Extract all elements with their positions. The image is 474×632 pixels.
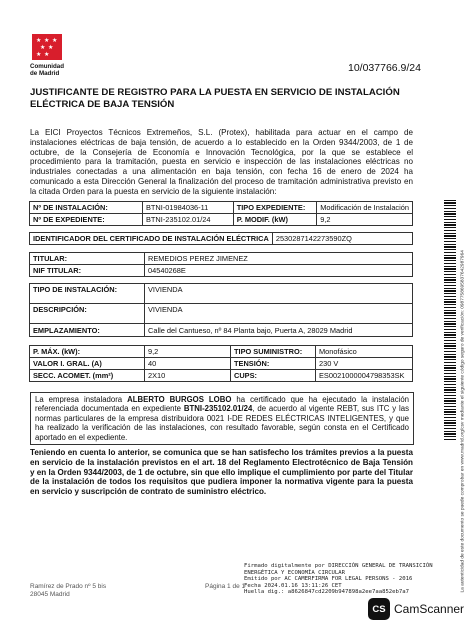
valor-igral-label: VALOR I. GRAL. (A) (30, 358, 145, 370)
expediente-table (29, 201, 413, 226)
address-line2: 28045 Madrid (30, 591, 70, 598)
secc-acomet-value: 2X10 (145, 370, 231, 382)
digital-signature: Firmado digitalmente por DIRECCIÓN GENERAL DE TRANSICIÓN ENERGÉTICA Y ECONOMÍA CIRCULAR Emitido por AC CAMERFIRMA FOR LEGAL PERSONS - 2016 Fecha 2024.01.16 13:11:26 CET Huella dig.: a8626847cd2209b947898a2ee7aa852eb7a7 (244, 563, 433, 596)
certificado-table (29, 232, 413, 245)
note-mid: ha certificado que ha ejecutado la instalación referenciada documentada en expediente (35, 395, 409, 414)
tension-value: 230 V (316, 358, 413, 370)
nif-label: NIF TITULAR: (30, 265, 145, 277)
page-number: Página 1 de 1 (205, 583, 246, 590)
valor-igral-value: 40 (145, 358, 231, 370)
camscanner-watermark (368, 598, 464, 620)
note-expediente: BTNI-235102.01/24 (183, 404, 253, 414)
csv-vertical-text (458, 250, 466, 600)
p-max-value: 9,2 (145, 346, 231, 358)
descripcion-value: VIVIENDA (145, 304, 413, 324)
emplazamiento-label: EMPLAZAMIENTO: (30, 324, 145, 337)
titular-label: TITULAR: (30, 253, 145, 265)
address-line1: Ramírez de Prado nº 5 bis (30, 583, 107, 590)
p-modif-value: 9,2 (317, 214, 413, 226)
note-company: ALBERTO BURGOS LOBO (127, 395, 232, 404)
tipo-suministro-label: TIPO SUMINISTRO: (231, 346, 316, 358)
tipo-instalacion-label: TIPO DE INSTALACIÓN: (30, 284, 145, 304)
logo-line2: de Madrid (30, 70, 60, 77)
cups-value: ES0021000004798353SK (316, 370, 413, 382)
logo-line1: Comunidad (30, 63, 65, 70)
tension-label: TENSIÓN: (231, 358, 316, 370)
madrid-flag-icon: ★ ★ ★ ★ ★ ★ ★ (32, 34, 62, 60)
instalacion-table (29, 283, 413, 337)
barcode-icon (444, 200, 456, 440)
tipo-expediente-value: Modificación de Instalación (317, 202, 413, 214)
n-expediente-value: BTNI-235102.01/24 (142, 214, 233, 226)
suministro-table (29, 345, 413, 382)
closing-paragraph: Teniendo en cuenta lo anterior, se comunica que se han satisfecho los trámites previos a la puesta en servicio de la instalación previstos en el art. 18 del Reglamento Electrotécnico de Baja Tensión y en la Orden 9344/2003, de 1 de octubre, sin que ello implique el cumplimiento por parte del Titular de la instalación de todos los requisitos que pudiera imponer la normativa vigente para la puesta en servicio y suscripción de contrato de suministro eléctrico. (30, 448, 413, 497)
installer-note (30, 392, 414, 445)
descripcion-label: DESCRIPCIÓN: (30, 304, 145, 324)
titular-table (29, 252, 413, 277)
titular-value: REMEDIOS PEREZ JIMENEZ (145, 253, 413, 265)
csv-text: La autenticidad de este documento se puede comprobar en www.madrid.org/csv mediante el siguiente código seguro de verificación: 0987758695837642987964 (460, 250, 466, 593)
note-post: , de acuerdo al vigente REBT, sus ITC y las normas particulares de la empresa distribuidora 0021 I-DE REDES ELÉCTRICAS INTELIGENTES, y que ha realizado la verificación de las instalaciones, con resultado favorable, según consta en el Certificado aportado en el expediente. (35, 404, 409, 442)
camscanner-icon: CS (368, 598, 390, 620)
secc-acomet-label: SECC. ACOMET. (mm²) (30, 370, 145, 382)
p-max-label: P. MÁX. (kW): (30, 346, 145, 358)
intro-paragraph: La EICI Proyectos Técnicos Extremeños, S.L. (Protex), habilitada para actuar en el campo de instalaciones eléctricas de baja tensión, de acuerdo a lo establecido en la Orden 9344/2003, de 1 de octubre, de la Consejería de Economía e Innovación Tecnológica, por la que se establece el procedimiento para la tramitación, puesta en servicio e inspección de las instalaciones eléctricas no industriales conectadas a una alimentación en baja tensión, con fecha 16 de enero de 2024 ha comunicado a esta Dirección General la finalización del proceso de tramitación administrativa previsto en la citada Orden para la puesta en servicio de la siguiente instalación: (30, 128, 413, 196)
tipo-suministro-value: Monofásico (316, 346, 413, 358)
emplazamiento-value: Calle del Cantueso, nº 84 Planta bajo, Puerta A, 28029 Madrid (145, 324, 413, 337)
certificado-value: 2530287142273590ZQ (272, 233, 412, 245)
note-pre: La empresa instaladora (35, 395, 128, 404)
tipo-instalacion-value: VIVIENDA (145, 284, 413, 304)
tipo-expediente-label: TIPO EXPEDIENTE: (233, 202, 317, 214)
certificado-label: IDENTIFICADOR DEL CERTIFICADO DE INSTALACIÓN ELÉCTRICA (30, 233, 273, 245)
n-instalacion-label: Nº DE INSTALACIÓN: (30, 202, 143, 214)
p-modif-label: P. MODIF. (kW) (233, 214, 317, 226)
comunidad-madrid-logo (30, 34, 80, 77)
camscanner-label: CamScanner (394, 602, 465, 616)
footer-address (30, 583, 106, 599)
logo-text (30, 63, 80, 77)
document-title: JUSTIFICANTE DE REGISTRO PARA LA PUESTA EN SERVICIO DE INSTALACIÓN ELÉCTRICA DE BAJA TENSIÓN (30, 87, 400, 110)
document-number: 10/037766.9/24 (348, 62, 421, 74)
cups-label: CUPS: (231, 370, 316, 382)
n-instalacion-value: BTNI-01984036-11 (142, 202, 233, 214)
nif-value: 04540268E (145, 265, 413, 277)
n-expediente-label: Nº DE EXPEDIENTE: (30, 214, 143, 226)
